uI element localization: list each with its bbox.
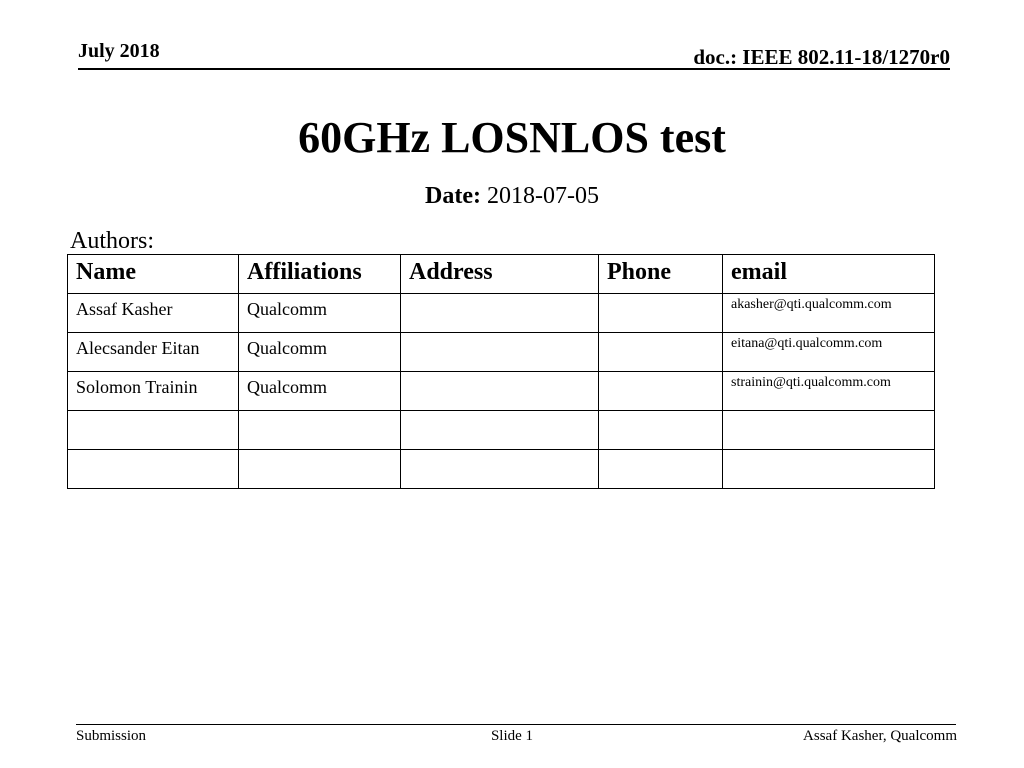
cell-email: strainin@qti.qualcomm.com bbox=[723, 372, 935, 411]
cell-affiliation bbox=[239, 450, 401, 489]
cell-name bbox=[68, 411, 239, 450]
cell-phone bbox=[599, 294, 723, 333]
cell-address bbox=[401, 294, 599, 333]
cell-address bbox=[401, 333, 599, 372]
cell-affiliation: Qualcomm bbox=[239, 333, 401, 372]
column-header-address: Address bbox=[401, 255, 599, 294]
footer-slide-number: Slide 1 bbox=[490, 728, 534, 744]
table-row bbox=[68, 294, 935, 333]
table-row bbox=[68, 372, 935, 411]
slide-title: 60GHz LOSNLOS test bbox=[298, 113, 726, 162]
date-value: 2018-07-05 bbox=[486, 183, 599, 209]
column-header-phone: Phone bbox=[599, 255, 723, 294]
cell-email: eitana@qti.qualcomm.com bbox=[723, 333, 935, 372]
column-header-affiliations: Affiliations bbox=[239, 255, 401, 294]
table-row bbox=[68, 411, 935, 450]
cell-phone bbox=[599, 333, 723, 372]
cell-phone bbox=[599, 411, 723, 450]
cell-name: Alecsander Eitan bbox=[68, 333, 239, 372]
cell-affiliation: Qualcomm bbox=[239, 294, 401, 333]
cell-address bbox=[401, 372, 599, 411]
footer-author: Assaf Kasher, Qualcomm bbox=[803, 728, 957, 744]
cell-affiliation: Qualcomm bbox=[239, 372, 401, 411]
table-row bbox=[68, 333, 935, 372]
cell-name: Solomon Trainin bbox=[68, 372, 239, 411]
cell-affiliation bbox=[239, 411, 401, 450]
cell-email: akasher@qti.qualcomm.com bbox=[723, 294, 935, 333]
date-label: Date: bbox=[425, 183, 481, 209]
cell-email bbox=[723, 411, 935, 450]
table-header-row bbox=[68, 255, 935, 294]
column-header-name: Name bbox=[68, 255, 239, 294]
cell-address bbox=[401, 411, 599, 450]
authors-table bbox=[67, 254, 935, 489]
cell-phone bbox=[599, 372, 723, 411]
cell-email bbox=[723, 450, 935, 489]
column-header-email: email bbox=[723, 255, 935, 294]
header-divider bbox=[78, 68, 950, 70]
authors-label: Authors: bbox=[70, 228, 154, 254]
table-row bbox=[68, 450, 935, 489]
footer-submission: Submission bbox=[76, 728, 147, 744]
cell-name bbox=[68, 450, 239, 489]
cell-name: Assaf Kasher bbox=[68, 294, 239, 333]
footer-divider bbox=[76, 724, 956, 725]
header-doc-id: doc.: IEEE 802.11-18/1270r0 bbox=[693, 45, 950, 69]
slide-date bbox=[0, 181, 1024, 211]
cell-address bbox=[401, 450, 599, 489]
cell-phone bbox=[599, 450, 723, 489]
header-date: July 2018 bbox=[78, 40, 160, 62]
